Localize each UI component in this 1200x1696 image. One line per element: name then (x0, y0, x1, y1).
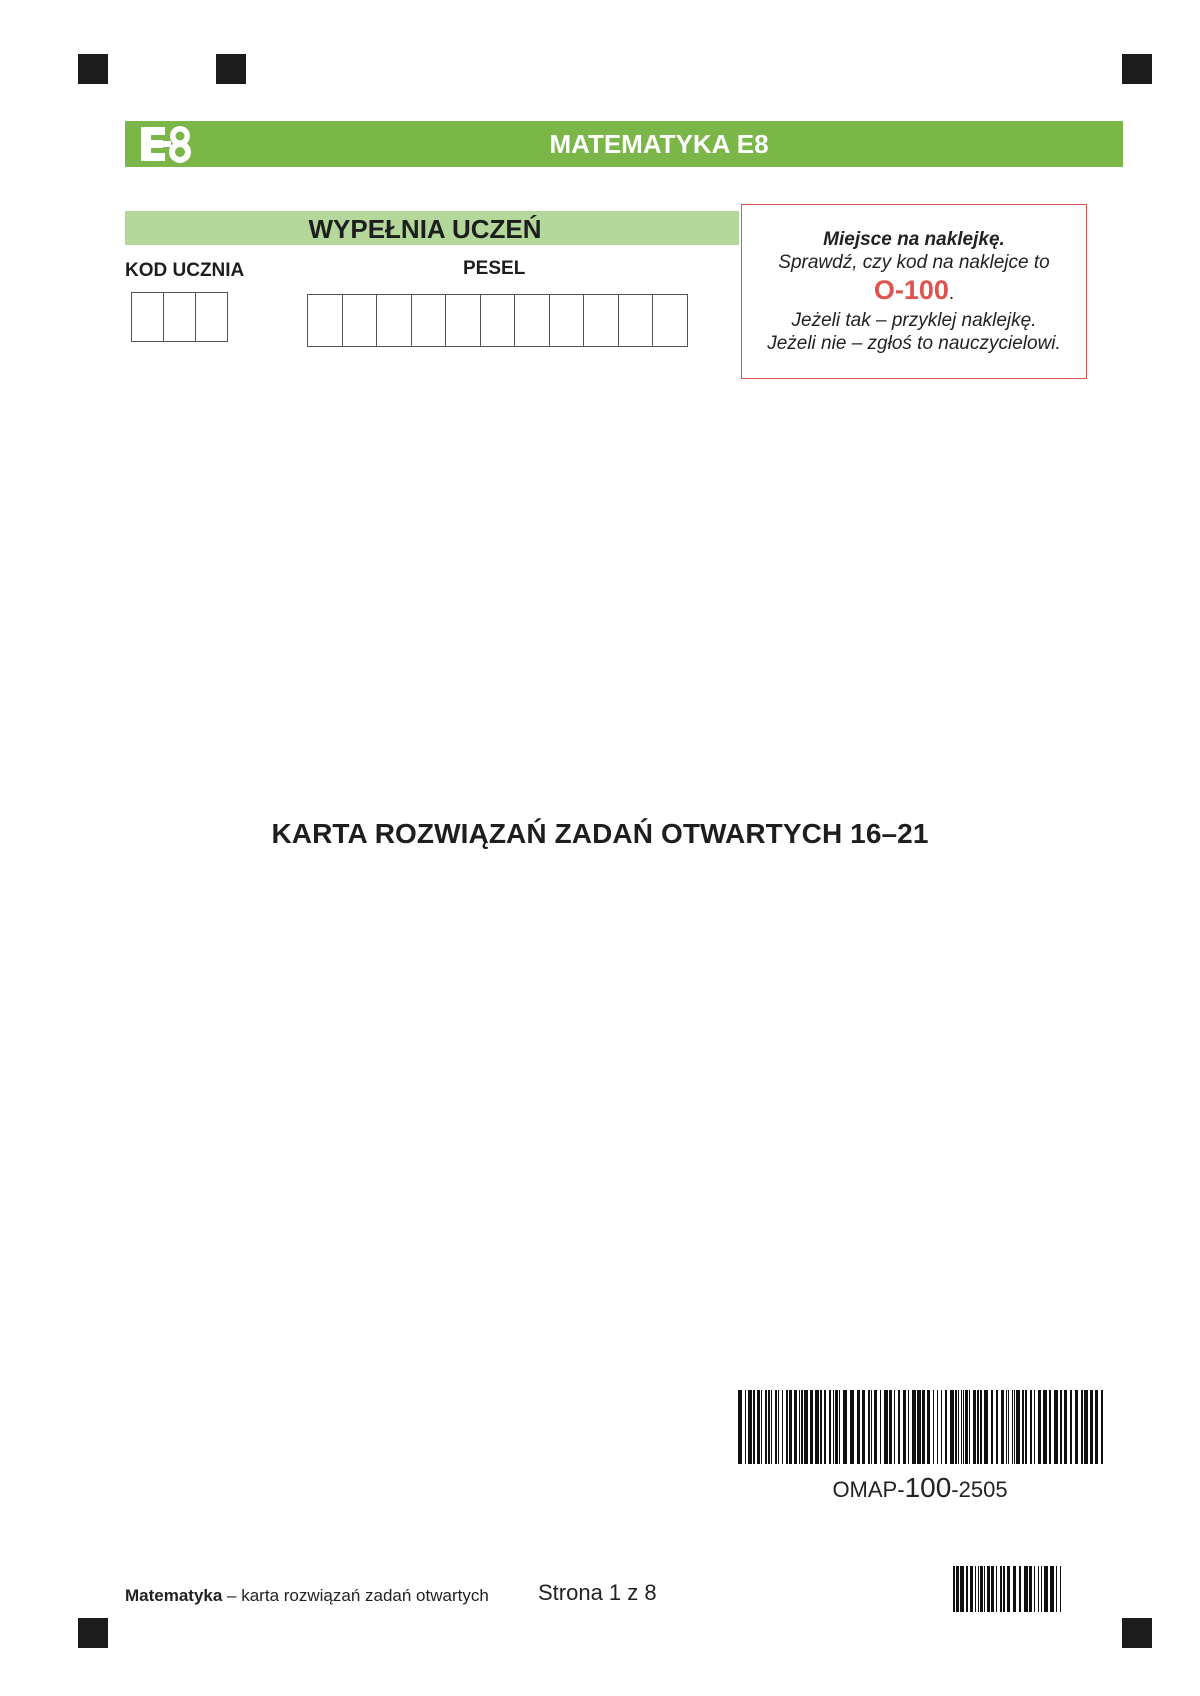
sticker-if-no: Jeżeli nie – zgłoś to nauczycielowi. (767, 333, 1061, 354)
pesel-box[interactable] (376, 294, 412, 347)
registration-mark-top-right (1122, 54, 1152, 84)
sticker-code-suffix: . (948, 283, 955, 304)
pesel-box[interactable] (342, 294, 378, 347)
header-bar (125, 121, 1123, 167)
kod-ucznia-field[interactable] (131, 292, 228, 342)
registration-mark-bottom-left (78, 1618, 108, 1648)
barcode-code: 100 (904, 1472, 952, 1503)
sticker-instruction: Sprawdź, czy kod na naklejce to (778, 252, 1050, 273)
page-number: Strona 1 z 8 (538, 1580, 657, 1605)
sticker-code: O-100 (873, 275, 949, 305)
barcode-prefix: OMAP- (832, 1477, 905, 1502)
barcode-image (736, 1390, 1106, 1464)
kod-box[interactable] (163, 292, 196, 342)
sticker-area[interactable] (741, 204, 1087, 379)
pesel-box[interactable] (480, 294, 516, 347)
pesel-box[interactable] (514, 294, 550, 347)
barcode-suffix: -2505 (951, 1477, 1008, 1502)
registration-mark-bottom-right (1122, 1618, 1152, 1648)
kod-ucznia-label: KOD UCZNIA (125, 260, 245, 281)
sticker-if-yes: Jeżeli tak – przyklej naklejkę. (791, 310, 1037, 331)
sticker-code-line (742, 275, 1086, 309)
kod-box[interactable] (195, 292, 228, 342)
pesel-box[interactable] (445, 294, 481, 347)
footer-barcode-image (951, 1566, 1065, 1612)
pesel-box[interactable] (618, 294, 654, 347)
pesel-box[interactable] (652, 294, 688, 347)
registration-mark-top-left-2 (216, 54, 246, 84)
exam-title: MATEMATYKA E8 (549, 129, 769, 159)
sheet-title: KARTA ROZWIĄZAŃ ZADAŃ OTWARTYCH 16–21 (271, 818, 929, 849)
student-section-title: WYPEŁNIA UCZEŃ (308, 214, 542, 244)
registration-mark-top-left-1 (78, 54, 108, 84)
kod-box[interactable] (131, 292, 164, 342)
footer-subject (125, 1586, 489, 1606)
pesel-box[interactable] (307, 294, 343, 347)
pesel-field[interactable] (307, 294, 688, 347)
footer-description: – karta rozwiązań zadań otwartych (222, 1586, 489, 1605)
pesel-box[interactable] (411, 294, 447, 347)
pesel-box[interactable] (583, 294, 619, 347)
pesel-box[interactable] (549, 294, 585, 347)
pesel-label: PESEL (463, 258, 526, 279)
barcode-number (740, 1472, 1100, 1504)
footer-subject-name: Matematyka (125, 1586, 223, 1605)
sticker-heading: Miejsce na naklejkę. (823, 229, 1005, 250)
student-fill-bar (125, 211, 739, 245)
